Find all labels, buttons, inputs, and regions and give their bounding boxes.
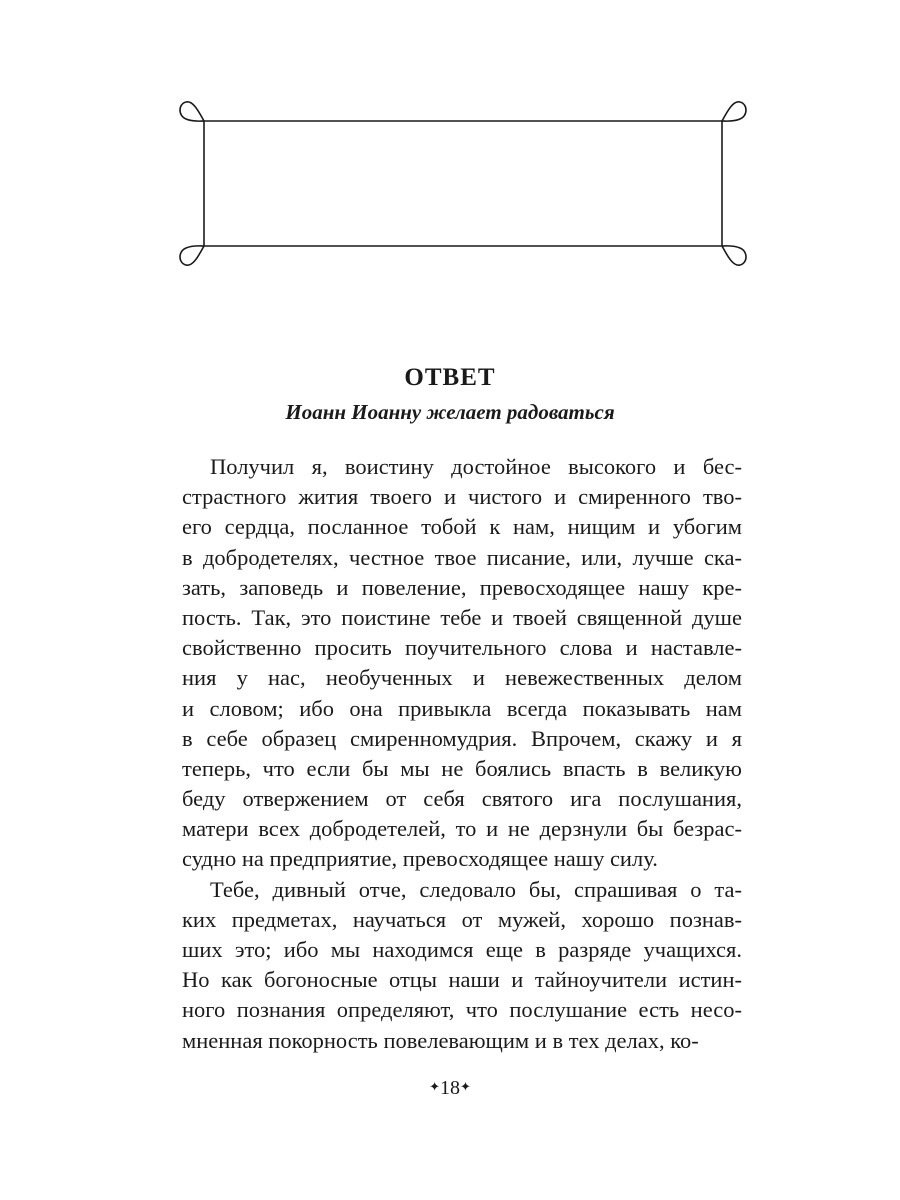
paragraph: [182, 875, 742, 1056]
left-ornament-icon: ✦: [429, 1079, 440, 1095]
text-line: мненная покорность повелевающим и в тех делах, ко-: [182, 1027, 699, 1053]
text-line: его сердца, посланное тобой к нам, нищим и убогим: [182, 514, 742, 540]
page-number: 18: [440, 1077, 460, 1099]
right-ornament-icon: ✦: [460, 1079, 471, 1095]
text-line: Но как богоносные отцы наши и тайноучители истин-: [182, 967, 742, 993]
page-heading: ОТВЕТ: [404, 364, 496, 391]
text-line: ния у нас, необученных и невежественных делом: [182, 665, 742, 691]
text-line: ких предметах, научаться от мужей, хорошо познав-: [182, 906, 742, 932]
text-line: свойственно просить поучительного слова и наставле-: [182, 635, 742, 661]
text-line: в себе образец смиренномудрия. Впрочем, скажу и я: [182, 725, 742, 751]
text-line: Тебе, дивный отче, следовало бы, спрашивая о та-: [210, 876, 742, 902]
page-number-footer: [0, 1075, 900, 1102]
body-text: [182, 452, 742, 1056]
text-line: ших это; ибо мы находимся еще в разряде учащихся.: [182, 937, 742, 962]
page-subheading: Иоанн Иоанну желает радоваться: [285, 400, 615, 424]
text-line: страстного жития твоего и чистого и смиренного тво-: [182, 484, 742, 510]
text-line: судно на предприятие, превосходящее нашу силу.: [182, 846, 658, 872]
text-line: зать, заповедь и повеление, превосходящее нашу кре-: [182, 574, 742, 600]
text-line: теперь, что если бы мы не боялись впасть в великую: [182, 755, 742, 781]
decorative-title-frame: [0, 0, 900, 300]
text-line: матери всех добродетелей, то и не дерзнули бы безрас-: [182, 816, 742, 842]
text-line: и словом; ибо она привыкла всегда показывать нам: [182, 695, 742, 721]
text-line: в добродетелях, честное твое писание, или, лучше ска-: [182, 544, 742, 570]
text-line: Получил я, воистину достойное высокого и бес-: [210, 454, 742, 479]
text-line: пость. Так, это поистине тебе и твоей священной душе: [182, 604, 742, 630]
paragraph: [182, 452, 742, 875]
text-line: ного познания определяют, что послушание есть несо-: [182, 997, 742, 1023]
text-line: беду отвержением от себя святого ига послушания,: [182, 786, 742, 812]
